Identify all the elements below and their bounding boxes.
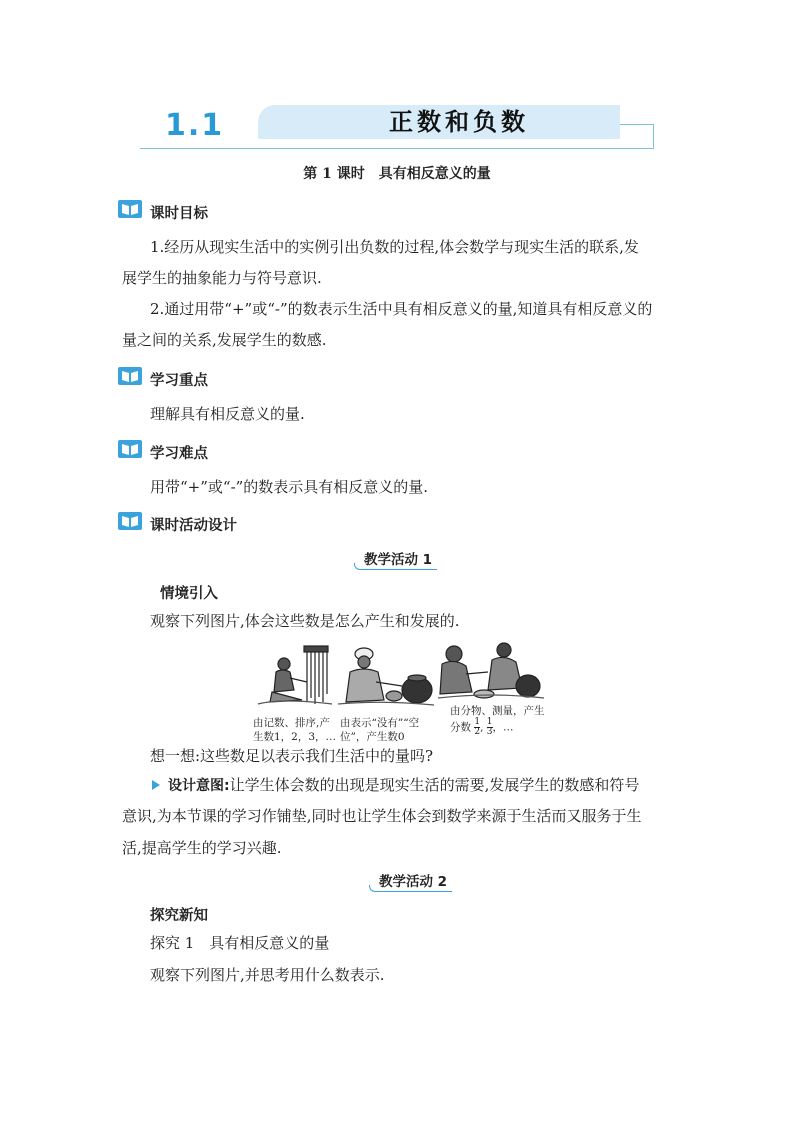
goals-heading: 课时目标	[150, 206, 208, 222]
book-icon	[118, 200, 142, 218]
section-number: 1.1	[165, 108, 225, 143]
fraction-one-half	[474, 718, 480, 737]
intent-text-line1: 让学生体会数的出现是现实生活的需要,发展学生的数感和符号	[229, 776, 640, 794]
caption-fraction-line2: 分数 $\frac{1}{2}$ , $\frac{1}{3}$ ，…	[450, 717, 514, 737]
key-points-heading: 学习重点	[150, 373, 208, 389]
goals-p1-line2: 展学生的抽象能力与符号意识.	[122, 269, 322, 287]
activity1-label: 教学活动 1	[363, 552, 433, 568]
difficulties-heading: 学习难点	[150, 446, 208, 462]
caption-counting-line2: 生数1，2，3，…	[253, 731, 337, 743]
caption-zero-line1: 由表示“没有”“空	[340, 717, 420, 729]
goals-p2-line2: 量之间的关系,发展学生的数感.	[122, 331, 327, 349]
key-points-text: 理解具有相反意义的量.	[150, 405, 305, 423]
page-title: 正数和负数	[389, 107, 529, 136]
fraction-denominator: 3	[486, 727, 493, 737]
activity1-question: 想一想:这些数足以表示我们生活中的量吗?	[150, 747, 434, 765]
book-icon	[118, 440, 142, 458]
activity1-instruction: 观察下列图片,体会这些数是怎么产生和发展的.	[150, 612, 460, 630]
book-icon	[118, 512, 142, 530]
design-heading: 课时活动设计	[150, 518, 237, 534]
activity1-underline	[354, 563, 437, 570]
caption-fraction-line1: 由分物、测量，产生	[450, 705, 545, 717]
intent-label: 设计意图:	[168, 778, 230, 794]
goals-p1-line1: 1.经历从现实生活中的实例引出负数的过程,体会数学与现实生活的联系,发	[150, 238, 639, 256]
goals-p2-line1: 2.通过用带“+”或“-”的数表示生活中具有相反意义的量,知道具有相反意义的	[150, 300, 653, 318]
activity2-instruction: 观察下列图片,并思考用什么数表示.	[150, 966, 385, 984]
intent-line2: 意识,为本节课的学习作铺垫,同时也让学生体会到数学来源于生活而又服务于生	[122, 807, 642, 825]
caption-fraction-tail: ，…	[492, 721, 514, 734]
explore-1-title: 探究 1 具有相反意义的量	[150, 934, 330, 952]
intent-line1	[168, 775, 639, 796]
header-rule	[140, 148, 654, 149]
caption-zero-line2: 位”，产生数0	[340, 731, 405, 743]
intent-line3: 活,提高学生的学习兴趣.	[122, 839, 282, 857]
caption-fraction-prefix: 分数	[450, 721, 471, 734]
activity1-subheading: 情境引入	[160, 586, 218, 602]
activity2-label: 教学活动 2	[378, 874, 448, 890]
fraction-numerator: 1	[486, 717, 493, 727]
lesson-subtitle: 第 1 课时 具有相反意义的量	[303, 166, 491, 182]
header-rule-corner	[620, 124, 654, 148]
book-icon	[118, 367, 142, 385]
fraction-denominator: 2	[474, 727, 481, 737]
activity2-subheading: 探究新知	[150, 908, 208, 924]
activity2-underline	[369, 885, 452, 892]
caption-counting-line1: 由记数、排序,产	[253, 717, 330, 729]
play-triangle-icon	[152, 780, 160, 790]
difficulties-text: 用带“+”或“-”的数表示具有相反意义的量.	[150, 478, 429, 496]
fraction-numerator: 1	[474, 717, 481, 727]
